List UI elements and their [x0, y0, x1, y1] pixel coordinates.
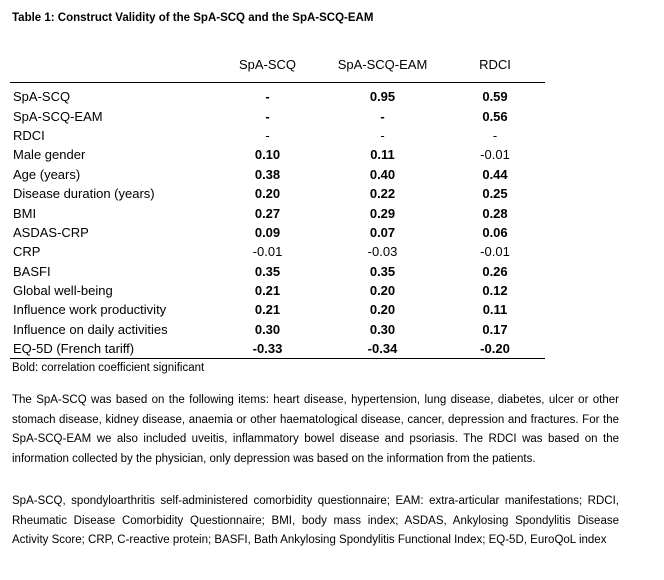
- cell-value: 0.35: [254, 263, 281, 279]
- cell-value: 0.11: [482, 302, 508, 318]
- items-note: The SpA-SCQ was based on the following items: heart disease, hypertension, lung disease, diabetes, ulcer or other stomach disease, kidney disease, anaemia or other haematological disease, cancer, depression and fractures. For the SpA-SCQ-EAM we also included uveitis, inflammatory bowel disease and psoriasis. The RDCI was based on the information collected by the physician, only depression was based on the information from the patients.: [12, 394, 619, 465]
- table-row: [10, 106, 545, 125]
- column-header: SpA-SCQ: [215, 46, 320, 83]
- cell-value: 0.27: [254, 205, 281, 221]
- cell-value: 0.44: [482, 166, 508, 182]
- cell-value: 0.21: [254, 283, 281, 299]
- cell-value: 0.25: [482, 186, 508, 202]
- cell-value: 0.95: [369, 89, 396, 105]
- table-row: [10, 165, 545, 184]
- row-label: Disease duration (years): [13, 186, 155, 202]
- cell-value: -: [380, 108, 385, 124]
- cell-value: -: [265, 127, 270, 143]
- row-label: BMI: [13, 205, 37, 221]
- table-row: [10, 223, 545, 242]
- cell-value: -: [492, 127, 498, 143]
- cell-value: -0.34: [320, 339, 445, 359]
- row-label: SpA-SCQ-EAM: [13, 108, 103, 124]
- cell-value: 0.11: [370, 147, 395, 163]
- row-label: Age (years): [13, 166, 81, 182]
- cell-value: 0.06: [482, 224, 508, 240]
- table-caption: Table 1: Construct Validity of the SpA-SCQ and the SpA-SCQ-EAM: [12, 12, 374, 24]
- cell-value: -0.01: [480, 244, 510, 260]
- cell-value: 0.21: [254, 302, 281, 318]
- cell-value: 0.20: [369, 283, 396, 299]
- row-label: Global well-being: [13, 283, 113, 299]
- row-label: Male gender: [13, 147, 86, 163]
- table-row: [10, 126, 545, 145]
- table-row: [10, 87, 545, 106]
- cell-value: -: [265, 108, 270, 124]
- cell-value: -0.01: [252, 244, 283, 260]
- row-label: ASDAS-CRP: [13, 224, 89, 240]
- row-label: SpA-SCQ: [13, 89, 71, 105]
- cell-value: -: [380, 127, 385, 143]
- cell-value: 0.56: [482, 108, 508, 124]
- table-row: [10, 203, 545, 222]
- cell-value: 0.17: [482, 321, 508, 337]
- cell-value: 0.20: [369, 302, 396, 318]
- cell-value: -0.01: [480, 147, 510, 163]
- cell-value: -0.20: [445, 339, 545, 359]
- row-label: Influence on daily activities: [13, 321, 168, 337]
- header-row: [10, 46, 545, 83]
- table-row: [10, 281, 545, 300]
- cell-value: 0.29: [369, 205, 396, 221]
- table-footnote: Bold: correlation coefficient significant: [12, 362, 205, 374]
- construct-validity-table: [10, 46, 545, 359]
- cell-value: 0.26: [482, 263, 508, 279]
- column-header: SpA-SCQ-EAM: [320, 46, 445, 83]
- cell-value: 0.30: [369, 321, 396, 337]
- row-label: BASFI: [13, 263, 51, 279]
- cell-value: 0.12: [482, 283, 508, 299]
- cell-value: 0.20: [254, 186, 281, 202]
- cell-value: 0.10: [254, 147, 281, 163]
- header-empty: [10, 46, 215, 83]
- table-row: [10, 300, 545, 319]
- cell-value: -: [265, 89, 270, 105]
- table-row: [10, 262, 545, 281]
- table-row: [10, 242, 545, 261]
- cell-value: 0.30: [254, 321, 281, 337]
- cell-value: 0.09: [254, 224, 281, 240]
- table-row: [10, 339, 545, 359]
- cell-value: 0.07: [369, 224, 396, 240]
- cell-value: 0.28: [482, 205, 508, 221]
- table-row: [10, 184, 545, 203]
- cell-value: 0.59: [482, 89, 508, 105]
- abbreviations-note: SpA-SCQ, spondyloarthritis self-administered comorbidity questionnaire; EAM: extra-articular manifestations; RDCI, Rheumatic Disease Comorbidity Questionnaire; BMI, body mass index; ASDAS, Ankylosing Spondylitis Disease Activity Score; CRP, C-reactive protein; BASFI, Bath Ankylosing Spondylitis Functional Index; EQ-5D, EuroQoL index: [12, 495, 619, 546]
- cell-value: 0.38: [254, 166, 281, 182]
- row-label: EQ-5D (French tariff): [10, 339, 215, 359]
- cell-value: 0.40: [369, 166, 396, 182]
- row-label: RDCI: [13, 127, 45, 143]
- cell-value: 0.35: [369, 263, 396, 279]
- cell-value: 0.22: [369, 186, 396, 202]
- cell-value: -0.03: [367, 244, 398, 260]
- table-row: [10, 145, 545, 164]
- row-label: Influence work productivity: [13, 302, 167, 318]
- table-row: [10, 320, 545, 339]
- row-label: CRP: [13, 244, 41, 260]
- cell-value: -0.33: [215, 339, 320, 359]
- column-header: RDCI: [445, 46, 545, 83]
